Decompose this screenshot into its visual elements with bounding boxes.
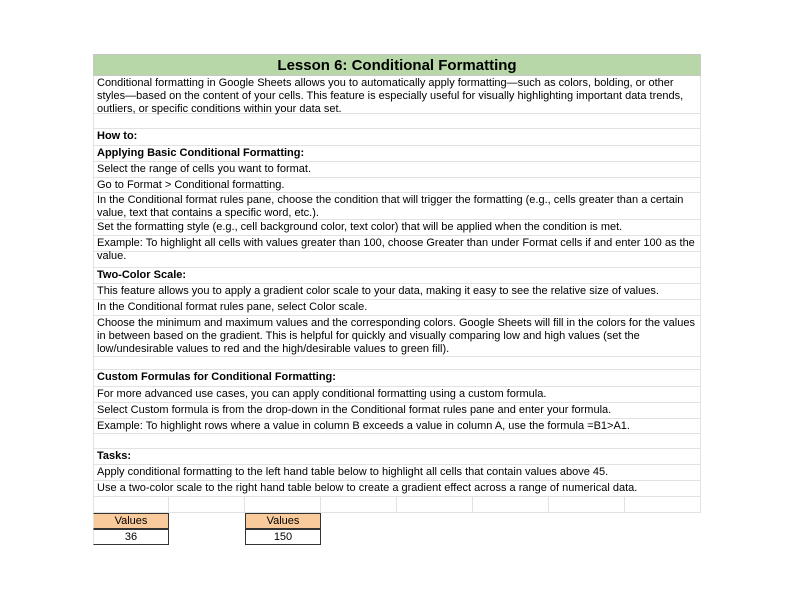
twocolor-step[interactable]: Choose the minimum and maximum values and the corresponding colors. Google Sheets will fill in the colors for the values in between based on the gradient. This is helpful for quickly and visually comparing low and high values (set the low/undesirable values to red and the high/desirable values to green fill).: [93, 316, 701, 357]
basic-step[interactable]: Set the formatting style (e.g., cell background color, text color) that will be applied when the condition is met.: [93, 220, 701, 236]
basic-step[interactable]: In the Conditional format rules pane, choose the condition that will trigger the formatting (e.g., cells greater than a certain value, text that contains a specific word, etc.).: [93, 193, 701, 220]
lesson-title[interactable]: Lesson 6: Conditional Formatting: [93, 54, 701, 76]
grid-row: [93, 497, 701, 513]
custom-heading[interactable]: Custom Formulas for Conditional Formatting:: [93, 370, 701, 387]
cell[interactable]: [397, 497, 473, 513]
cell[interactable]: [93, 497, 169, 513]
cell[interactable]: [549, 497, 625, 513]
blank-row[interactable]: [93, 114, 701, 129]
blank-row[interactable]: [93, 434, 701, 449]
cell[interactable]: [473, 497, 549, 513]
custom-step[interactable]: Select Custom formula is from the drop-down in the Conditional format rules pane and enter your formula.: [93, 403, 701, 419]
blank-row[interactable]: [93, 252, 701, 268]
right-table-header[interactable]: Values: [245, 513, 321, 529]
basic-step[interactable]: Select the range of cells you want to format.: [93, 162, 701, 178]
twocolor-step[interactable]: In the Conditional format rules pane, select Color scale.: [93, 300, 701, 316]
right-table-value[interactable]: 150: [245, 529, 321, 545]
table-header-row: [93, 513, 701, 529]
basic-step[interactable]: Go to Format > Conditional formatting.: [93, 178, 701, 193]
custom-step[interactable]: For more advanced use cases, you can apply conditional formatting using a custom formula.: [93, 387, 701, 403]
cell[interactable]: [321, 497, 397, 513]
intro-text[interactable]: Conditional formatting in Google Sheets allows you to automatically apply formatting—such as colors, bolding, or other styles—based on the content of your cells. This feature is especially useful for visually highlighting important data trends, outliers, or specific conditions within your data set.: [93, 76, 701, 114]
cell[interactable]: [169, 529, 245, 545]
blank-row[interactable]: [93, 357, 701, 370]
cell[interactable]: [169, 497, 245, 513]
twocolor-heading[interactable]: Two-Color Scale:: [93, 268, 701, 284]
spreadsheet: [93, 54, 701, 545]
table-data-row: [93, 529, 701, 545]
twocolor-step[interactable]: This feature allows you to apply a gradient color scale to your data, making it easy to see the relative size of values.: [93, 284, 701, 300]
tasks-heading[interactable]: Tasks:: [93, 449, 701, 465]
basic-step[interactable]: Example: To highlight all cells with values greater than 100, choose Greater than under Format cells if and enter 100 as the value.: [93, 236, 701, 252]
left-table-header[interactable]: Values: [93, 513, 169, 529]
left-table-value[interactable]: 36: [93, 529, 169, 545]
howto-heading[interactable]: How to:: [93, 129, 701, 146]
cell[interactable]: [245, 497, 321, 513]
custom-step[interactable]: Example: To highlight rows where a value in column B exceeds a value in column A, use the formula =B1>A1.: [93, 419, 701, 434]
task-item[interactable]: Apply conditional formatting to the left hand table below to highlight all cells that contain values above 45.: [93, 465, 701, 481]
basic-heading[interactable]: Applying Basic Conditional Formatting:: [93, 146, 701, 162]
cell[interactable]: [625, 497, 701, 513]
cell[interactable]: [169, 513, 245, 529]
task-item[interactable]: Use a two-color scale to the right hand table below to create a gradient effect across a range of numerical data.: [93, 481, 701, 497]
